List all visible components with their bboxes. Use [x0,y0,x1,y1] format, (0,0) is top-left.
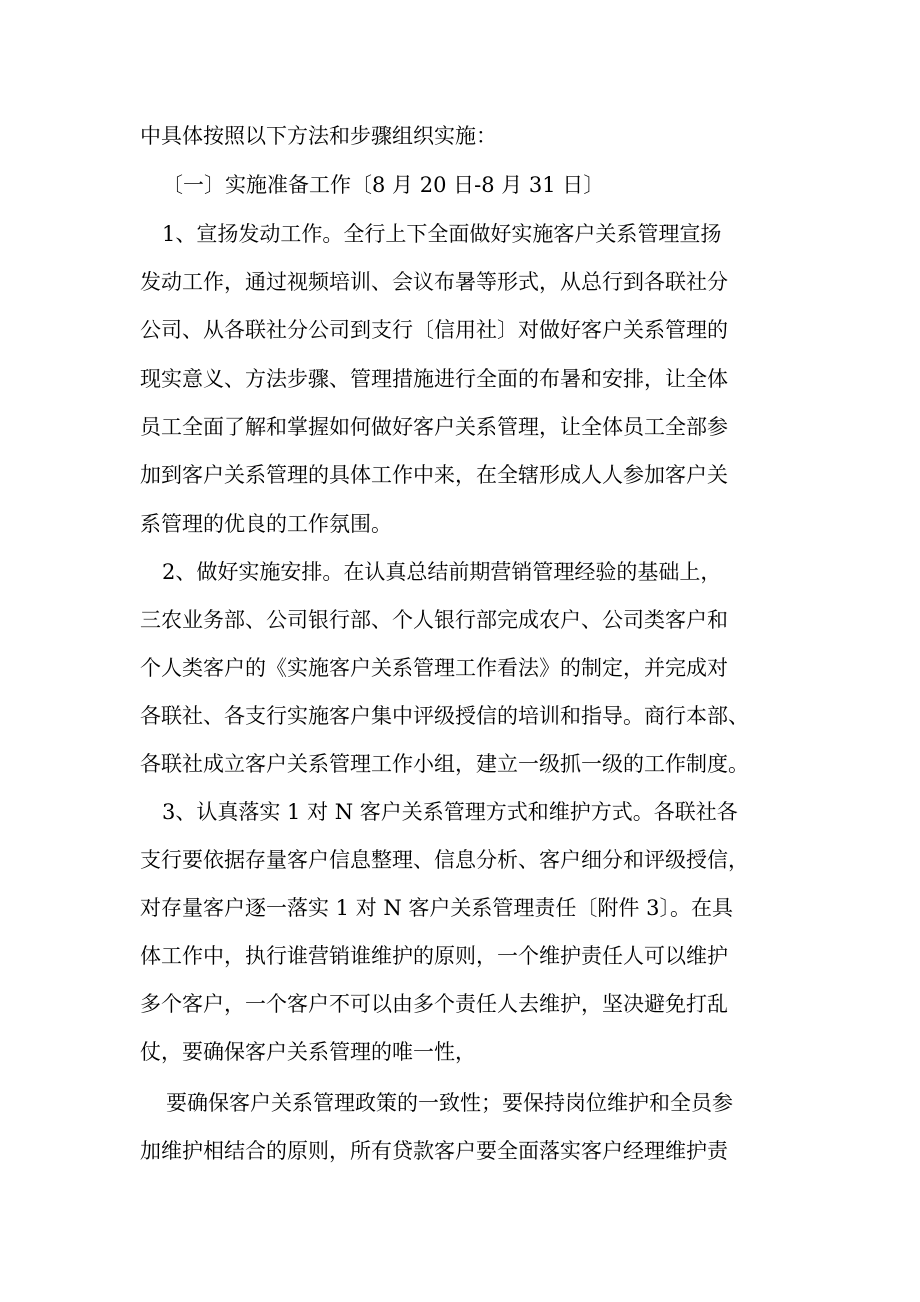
text-line-8: 加到客户关系管理的具体工作中来，在全辖形成人人参加客户关 [140,463,728,487]
text-line-21: 要确保客户关系管理政策的一致性；要保持岗位维护和全员参 [166,1091,733,1115]
text-line-11: 三农业务部、公司银行部、个人银行部完成农户、公司类客户和 [140,608,728,632]
text-line-10: 2、做好实施安排。在认真总结前期营销管理经验的基础上， [162,560,722,584]
text-line-17: 对存量客户逐一落实 1 对 N 客户关系管理责任〔附件 3〕。在具 [140,896,733,920]
text-line-1: 中具体按照以下方法和步骤组织实施： [140,124,497,148]
text-line-14: 各联社成立客户关系管理工作小组，建立一级抓一级的工作制度。 [140,752,749,776]
text-line-9: 系管理的优良的工作氛围。 [140,512,392,536]
text-line-5: 公司、从各联社分公司到支行〔信用社〕对做好客户关系管理的 [140,318,728,342]
text-line-4: 发动工作，通过视频培训、会议布暑等形式，从总行到各联社分 [140,270,728,294]
section-heading: 〔一〕实施准备工作〔8 月 20 日-8 月 31 日〕 [162,173,605,197]
text-line-6: 现实意义、方法步骤、管理措施进行全面的布暑和安排，让全体 [140,367,728,391]
text-line-18: 体工作中，执行谁营销谁维护的原则，一个维护责任人可以维护 [140,944,728,968]
text-line-16: 支行要依据存量客户信息整理、信息分析、客户细分和评级授信， [140,848,749,872]
text-line-7: 员工全面了解和掌握如何做好客户关系管理，让全体员工全部参 [140,415,728,439]
text-line-15: 3、认真落实 1 对 N 客户关系管理方式和维护方式。各联社各 [162,800,738,824]
text-line-20: 仗，要确保客户关系管理的唯一性， [140,1040,476,1064]
text-line-3: 1、宣扬发动工作。全行上下全面做好实施客户关系管理宣扬 [162,222,722,246]
text-line-12: 个人类客户的《实施客户关系管理工作看法》的制定，并完成对 [140,656,728,680]
text-line-22: 加维护相结合的原则，所有贷款客户要全面落实客户经理维护责 [140,1139,728,1163]
text-line-19: 多个客户，一个客户不可以由多个责任人去维护，坚决避免打乱 [140,992,728,1016]
text-line-13: 各联社、各支行实施客户集中评级授信的培训和指导。商行本部、 [140,704,749,728]
